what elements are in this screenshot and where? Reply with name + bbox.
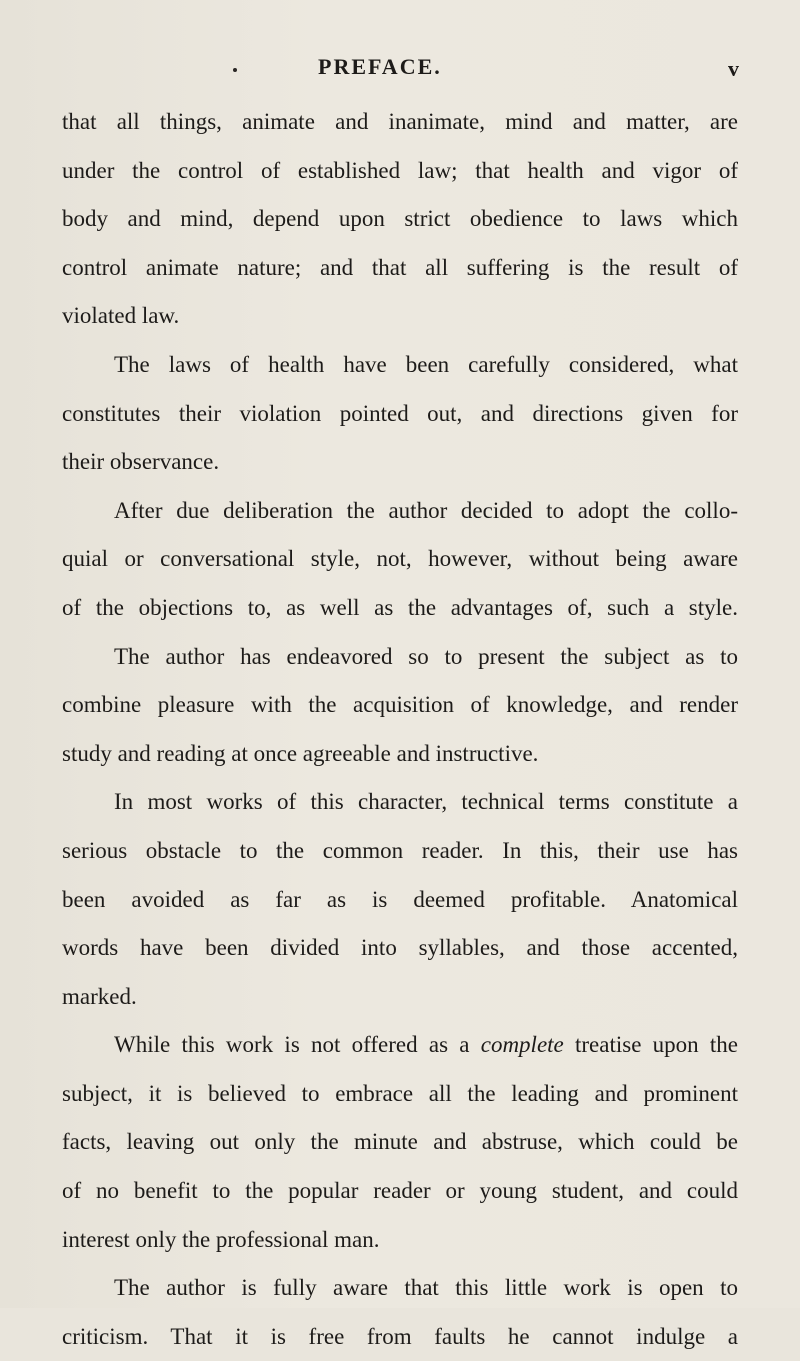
text-line: serious obstacle to the common reader. In this, their use has: [62, 837, 738, 863]
text-line: violated law.: [62, 303, 180, 329]
text-line: study and reading at once agreeable and instructive.: [62, 740, 539, 766]
text-line: The author has endeavored so to present the subject as to: [114, 643, 738, 669]
text-line: criticism. That it is free from faults he cannot indulge a: [62, 1323, 738, 1349]
text-line: combine pleasure with the acquisition of knowledge, and render: [62, 692, 738, 718]
text-line: facts, leaving out only the minute and abstruse, which could be: [62, 1129, 738, 1155]
text-line: interest only the professional man.: [62, 1226, 380, 1252]
text-line: [62, 1021, 738, 1070]
text-line: subject, it is believed to embrace all the leading and prominent: [62, 1080, 738, 1106]
text-line: words have been divided into syllables, and those accented,: [62, 935, 738, 961]
text-line: their observance.: [62, 449, 220, 475]
running-head-title: PREFACE.: [318, 54, 442, 79]
text-line: quial or conversational style, not, however, without being aware: [62, 546, 738, 572]
emphasis: complete: [480, 1032, 564, 1058]
text-line: under the control of established law; that health and vigor of: [62, 157, 738, 183]
body-text: [62, 98, 738, 1361]
text-line: constitutes their violation pointed out, and directions given for: [62, 400, 738, 426]
text-line: After due deliberation the author decided to adopt the collo-: [114, 497, 738, 523]
text-line: In most works of this character, technical terms constitute a: [114, 789, 738, 815]
text-line: control animate nature; and that all suffering is the result of: [62, 254, 738, 280]
text-fragment: treatise upon the: [563, 1032, 738, 1058]
ornament-dot: [233, 68, 237, 72]
text-fragment: While this work is not offered as a: [114, 1032, 481, 1058]
text-line: that all things, animate and inanimate, mind and matter, are: [62, 109, 738, 134]
text-line: of no benefit to the popular reader or young student, and could: [62, 1178, 738, 1204]
text-line: marked.: [62, 983, 137, 1009]
text-line: The laws of health have been carefully considered, what: [114, 351, 738, 377]
text-line: The author is fully aware that this little work is open to: [114, 1275, 738, 1301]
page-number: v: [728, 56, 739, 81]
text-line: been avoided as far as is deemed profitable. Anatomical: [62, 886, 738, 912]
text-line: of the objections to, as well as the advantages of, such a style.: [62, 594, 738, 620]
text-line: body and mind, depend upon strict obedience to laws which: [62, 206, 738, 232]
running-head: [0, 54, 800, 84]
